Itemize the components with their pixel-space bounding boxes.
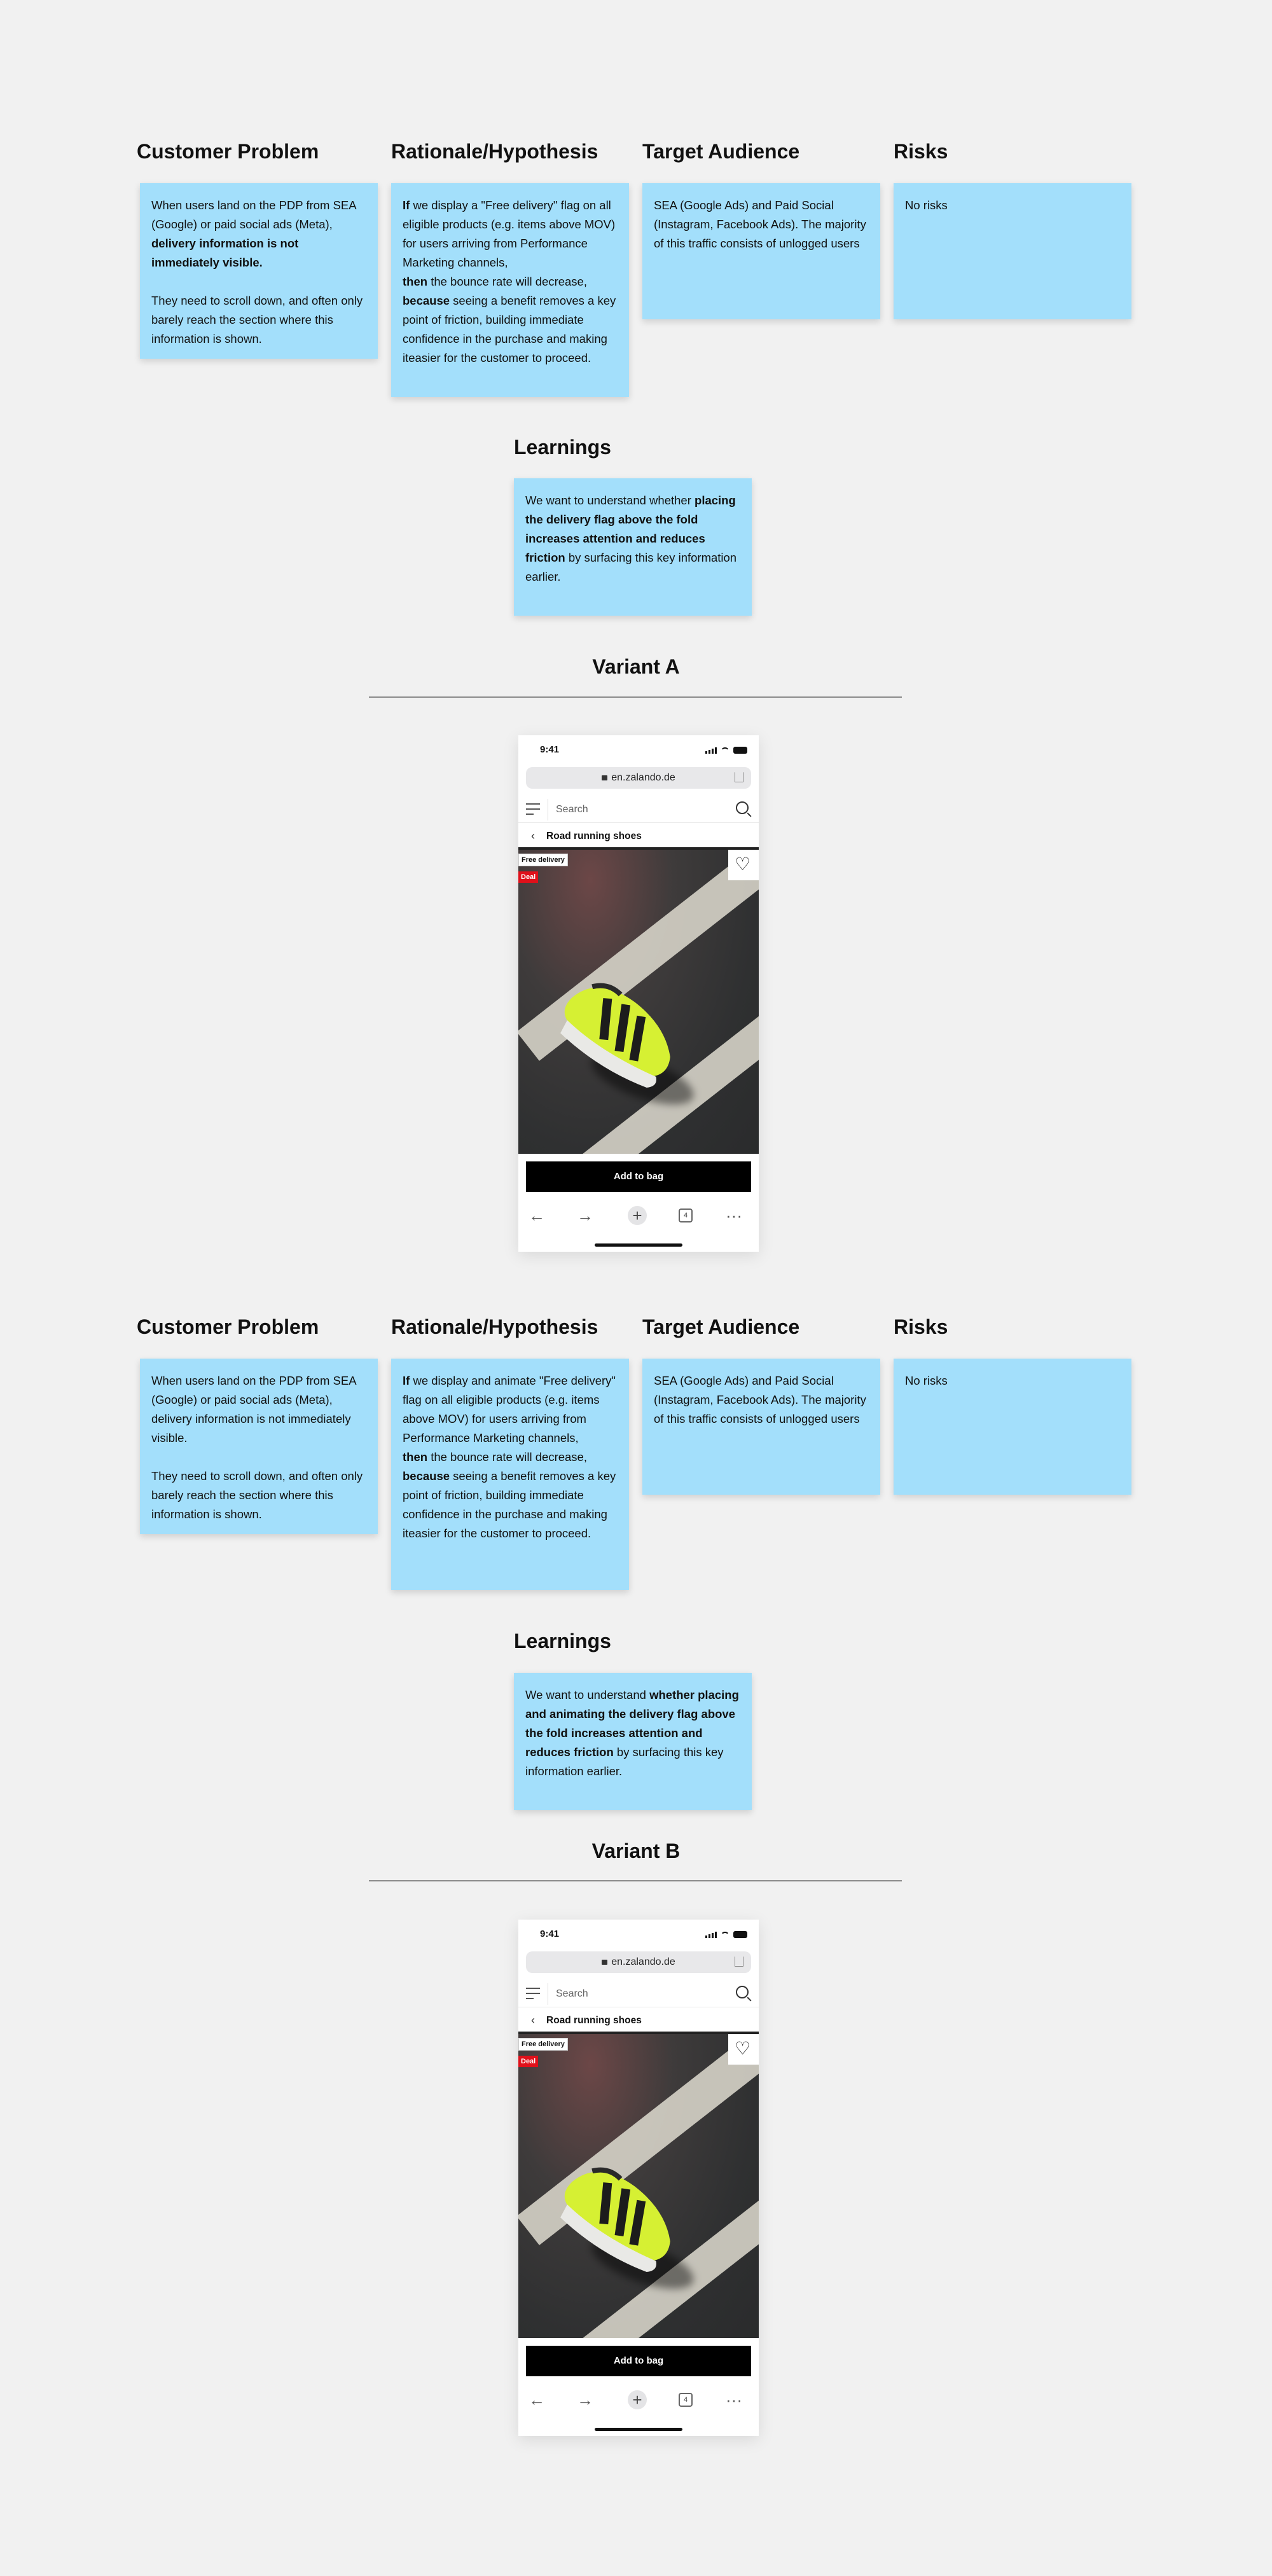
shoe-illustration — [518, 2034, 759, 2338]
sticky-text: We want to understand whether placing the delivery flag above the fold increases attention and reduces friction by surfacing this key information earlier. — [525, 494, 737, 583]
more-icon[interactable]: ··· — [726, 2390, 742, 2409]
sticky-learnings[interactable] — [514, 1673, 752, 1810]
sticky-text: If we display a "Free delivery" flag on all eligible products (e.g. items above MOV) for users arriving from Performance Marketing channels, then the bounce rate will decrease, because seeing a benefit removes a key point of friction, building immediate confidence in the purchase and making iteasier for the customer to proceed. — [403, 198, 616, 364]
breadcrumb-label: Road running shoes — [546, 831, 642, 841]
free-delivery-badge: Free delivery — [518, 2038, 568, 2051]
address-bar[interactable] — [526, 1951, 751, 1973]
battery-icon — [733, 747, 747, 754]
search-placeholder: Search — [556, 1988, 588, 1999]
heading-rationale: Rationale/Hypothesis — [391, 140, 598, 163]
sticky-text: We want to understand whether placing and animating the delivery flag above the fold increases attention and reduces friction by surfacing this key information earlier. — [525, 1688, 739, 1778]
status-time: 9:41 — [540, 744, 560, 755]
divider — [369, 1880, 902, 1881]
forward-arrow-icon[interactable]: → — [577, 2390, 593, 2409]
sticky-rationale[interactable] — [391, 183, 629, 397]
sticky-customer-problem[interactable] — [140, 1359, 378, 1534]
signal-icon — [705, 1932, 717, 1938]
sticky-customer-problem[interactable] — [140, 183, 378, 359]
chevron-left-icon[interactable]: ‹ — [531, 2014, 535, 2026]
heading-customer-problem: Customer Problem — [137, 140, 319, 163]
breadcrumb[interactable] — [518, 2010, 759, 2032]
search-icon[interactable] — [736, 801, 749, 814]
heading-learnings: Learnings — [514, 1630, 611, 1652]
back-arrow-icon[interactable]: ← — [529, 2390, 545, 2409]
phone-mockup — [518, 735, 759, 1252]
heading-target-audience: Target Audience — [642, 1315, 800, 1338]
sticky-target-audience[interactable] — [642, 183, 880, 319]
heart-icon: ♡ — [735, 2039, 751, 2058]
status-bar — [518, 744, 759, 759]
more-icon[interactable]: ··· — [726, 1206, 742, 1225]
sticky-text: They need to scroll down, and often only barely reach the section where this information is shown. — [151, 1469, 363, 1521]
add-to-bag-button[interactable]: Add to bag — [526, 1161, 751, 1192]
tabs-icon[interactable]: 4 — [679, 2393, 693, 2407]
add-to-bag-button[interactable]: Add to bag — [526, 2346, 751, 2376]
product-image[interactable] — [518, 2034, 759, 2338]
home-indicator — [595, 2428, 682, 2431]
sticky-text: No risks — [905, 1374, 948, 1387]
section-variant-a — [0, 0, 1272, 1272]
signal-icon — [705, 747, 717, 754]
heading-rationale: Rationale/Hypothesis — [391, 1315, 598, 1338]
sticky-text: They need to scroll down, and often only barely reach the section where this information is shown. — [151, 294, 363, 345]
status-icons — [705, 1931, 747, 1938]
new-tab-icon[interactable]: + — [628, 2390, 647, 2409]
search-icon[interactable] — [736, 1986, 749, 1998]
share-icon[interactable] — [735, 772, 743, 782]
free-delivery-badge: Free delivery — [518, 854, 568, 866]
tabs-icon[interactable]: 4 — [679, 1208, 693, 1222]
heading-risks: Risks — [894, 1315, 948, 1338]
lock-icon — [602, 1960, 607, 1965]
menu-icon[interactable] — [526, 1988, 540, 2003]
status-bar — [518, 1929, 759, 1944]
sticky-text: When users land on the PDP from SEA (Google) or paid social ads (Meta), delivery information is not immediately visible. — [151, 198, 356, 269]
sticky-rationale[interactable] — [391, 1359, 629, 1590]
address-bar[interactable] — [526, 767, 751, 789]
section-variant-b — [0, 1184, 1272, 2576]
browser-toolbar — [518, 2388, 759, 2413]
wishlist-button[interactable] — [728, 850, 759, 880]
variant-title: Variant B — [591, 1839, 681, 1862]
search-input[interactable] — [548, 799, 752, 821]
heading-target-audience: Target Audience — [642, 140, 800, 163]
heading-customer-problem: Customer Problem — [137, 1315, 319, 1338]
sticky-learnings[interactable] — [514, 478, 752, 616]
breadcrumb[interactable] — [518, 826, 759, 847]
status-icons — [705, 747, 747, 754]
search-placeholder: Search — [556, 804, 588, 815]
new-tab-icon[interactable]: + — [628, 1206, 647, 1225]
sticky-text: If we display and animate "Free delivery" flag on all eligible products (e.g. items above MOV) for users arriving from Performance Marketing channels, then the bounce rate will decrease, because seeing a benefit removes a key point of friction, building immediate confidence in the purchase and making iteasier for the customer to proceed. — [403, 1374, 616, 1540]
battery-icon — [733, 1931, 747, 1938]
deal-badge: Deal — [518, 871, 538, 883]
deal-badge: Deal — [518, 2056, 538, 2067]
variant-title: Variant A — [592, 655, 680, 678]
share-icon[interactable] — [735, 1956, 743, 1967]
wifi-icon — [721, 747, 729, 754]
forward-arrow-icon[interactable]: → — [577, 1206, 593, 1225]
heading-risks: Risks — [894, 140, 948, 163]
sticky-target-audience[interactable] — [642, 1359, 880, 1495]
divider — [369, 696, 902, 698]
sticky-risks[interactable] — [894, 1359, 1131, 1495]
sticky-risks[interactable] — [894, 183, 1131, 319]
wifi-icon — [721, 1932, 729, 1938]
site-header — [518, 1982, 759, 2007]
wishlist-button[interactable] — [728, 2034, 759, 2065]
product-image[interactable] — [518, 850, 759, 1154]
menu-icon[interactable] — [526, 803, 540, 819]
back-arrow-icon[interactable]: ← — [529, 1206, 545, 1225]
lock-icon — [602, 775, 607, 780]
phone-mockup — [518, 1920, 759, 2436]
sticky-text: No risks — [905, 198, 948, 212]
shoe-illustration — [518, 850, 759, 1154]
sticky-text: When users land on the PDP from SEA (Google) or paid social ads (Meta), delivery information is not immediately visible. — [151, 1374, 356, 1444]
search-input[interactable] — [548, 1983, 752, 2005]
url-text: en.zalando.de — [526, 1956, 751, 1968]
sticky-text: SEA (Google Ads) and Paid Social (Instagram, Facebook Ads). The majority of this traffic consists of unlogged users — [654, 198, 866, 250]
chevron-left-icon[interactable]: ‹ — [531, 829, 535, 842]
heading-learnings: Learnings — [514, 436, 611, 459]
url-text: en.zalando.de — [526, 772, 751, 784]
sticky-text: SEA (Google Ads) and Paid Social (Instagram, Facebook Ads). The majority of this traffic consists of unlogged users — [654, 1374, 866, 1425]
site-header — [518, 798, 759, 823]
heart-icon: ♡ — [735, 854, 751, 874]
breadcrumb-label: Road running shoes — [546, 2015, 642, 2026]
status-time: 9:41 — [540, 1929, 560, 1939]
